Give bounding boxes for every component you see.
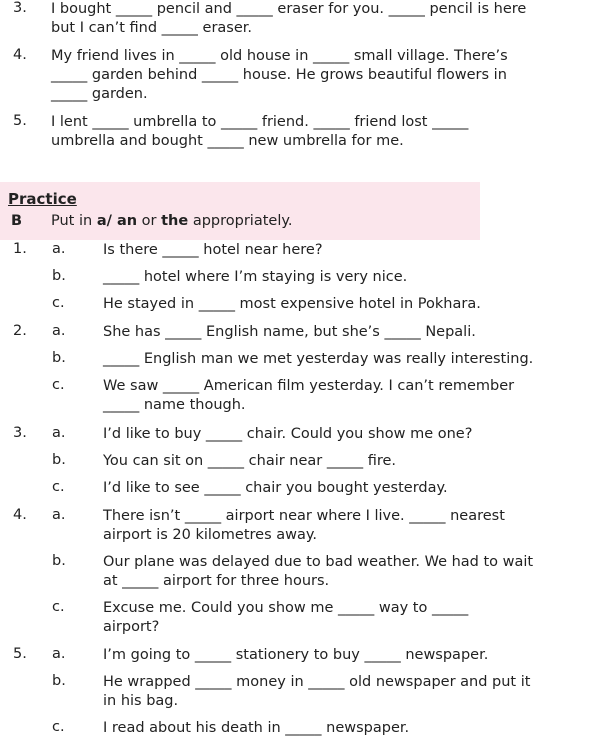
- item-line: _____ garden.: [51, 86, 148, 102]
- item-number: 3.: [13, 0, 27, 16]
- instruction-bold: the: [161, 213, 189, 229]
- exercise-text: [103, 350, 585, 369]
- practice-instruction: [51, 213, 292, 229]
- exercise-text: [103, 295, 585, 314]
- exercise-line: _____ name though.: [103, 397, 246, 413]
- item-line: My friend lives in _____ old house in _____ small village. There’s: [51, 48, 508, 64]
- exercise-text: [103, 452, 585, 471]
- exercise-text: [103, 268, 585, 287]
- exercise-text: [103, 599, 585, 637]
- exercise-line: _____ hotel where I’m staying is very nice.: [103, 269, 408, 285]
- exercise-line: airport is 20 kilometres away.: [103, 527, 317, 543]
- exercise-line: There isn’t _____ airport near where I live. _____ nearest: [103, 508, 505, 524]
- item-text: [51, 0, 583, 38]
- exercise-number: 2.: [13, 323, 27, 339]
- exercise-line: Excuse me. Could you show me _____ way to _____: [103, 600, 469, 616]
- exercise-letter: b.: [52, 268, 66, 284]
- exercise-number: 3.: [13, 425, 27, 441]
- exercise-letter: c.: [52, 295, 65, 311]
- item-number: 4.: [13, 47, 27, 63]
- instruction-bold: a/ an: [96, 213, 138, 229]
- exercise-letter: b.: [52, 350, 66, 366]
- exercise-line: at _____ airport for three hours.: [103, 573, 330, 589]
- item-line: _____ garden behind _____ house. He grows beautiful flowers in: [51, 67, 507, 83]
- instruction-text: or: [137, 213, 162, 229]
- exercise-letter: b.: [52, 553, 66, 569]
- exercise-line: I’d like to see _____ chair you bought yesterday.: [103, 480, 448, 496]
- exercise-text: [103, 673, 585, 711]
- exercise-text: [103, 241, 585, 260]
- section-label: B: [11, 213, 23, 229]
- exercise-number: 5.: [13, 646, 27, 662]
- exercise-number: 1.: [13, 241, 27, 257]
- exercise-letter: b.: [52, 452, 66, 468]
- exercise-line: Our plane was delayed due to bad weather. We had to wait: [103, 554, 534, 570]
- item-text: [51, 113, 583, 151]
- exercise-letter: c.: [52, 479, 65, 495]
- exercise-line: I’m going to _____ stationery to buy _____ newspaper.: [103, 647, 489, 663]
- exercise-letter: b.: [52, 673, 66, 689]
- exercise-text: [103, 377, 585, 415]
- item-line: but I can’t find _____ eraser.: [51, 20, 253, 36]
- practice-title: Practice: [8, 190, 77, 208]
- exercise-text: [103, 479, 585, 498]
- exercise-text: [103, 323, 585, 342]
- exercise-letter: a.: [52, 507, 66, 523]
- exercise-line: We saw _____ American film yesterday. I can’t remember: [103, 378, 515, 394]
- exercise-line: She has _____ English name, but she’s _____ Nepali.: [103, 324, 476, 340]
- item-number: 5.: [13, 113, 27, 129]
- item-line: I lent _____ umbrella to _____ friend. _____ friend lost _____: [51, 114, 469, 130]
- exercise-line: He stayed in _____ most expensive hotel in Pokhara.: [103, 296, 481, 312]
- exercise-line: _____ English man we met yesterday was really interesting.: [103, 351, 534, 367]
- exercise-letter: a.: [52, 646, 66, 662]
- instruction-text: appropriately.: [188, 213, 293, 229]
- exercise-number: 4.: [13, 507, 27, 523]
- exercise-line: You can sit on _____ chair near _____ fire.: [103, 453, 397, 469]
- exercise-letter: a.: [52, 323, 66, 339]
- exercise-line: airport?: [103, 619, 160, 635]
- exercise-text: [103, 646, 585, 665]
- exercise-text: [103, 507, 585, 545]
- exercise-line: I’d like to buy _____ chair. Could you show me one?: [103, 426, 473, 442]
- exercise-line: in his bag.: [103, 693, 179, 709]
- exercise-text: [103, 425, 585, 444]
- instruction-text: Put in: [51, 213, 97, 229]
- exercise-line: Is there _____ hotel near here?: [103, 242, 323, 258]
- exercise-letter: c.: [52, 377, 65, 393]
- exercise-text: [103, 719, 585, 738]
- item-text: [51, 47, 583, 104]
- exercise-line: He wrapped _____ money in _____ old newspaper and put it: [103, 674, 531, 690]
- exercise-letter: a.: [52, 425, 66, 441]
- exercise-line: I read about his death in _____ newspaper.: [103, 720, 410, 736]
- exercise-letter: c.: [52, 599, 65, 615]
- exercise-text: [103, 553, 585, 591]
- exercise-letter: a.: [52, 241, 66, 257]
- item-line: umbrella and bought _____ new umbrella for me.: [51, 133, 404, 149]
- exercise-letter: c.: [52, 719, 65, 735]
- item-line: I bought _____ pencil and _____ eraser for you. _____ pencil is here: [51, 1, 527, 17]
